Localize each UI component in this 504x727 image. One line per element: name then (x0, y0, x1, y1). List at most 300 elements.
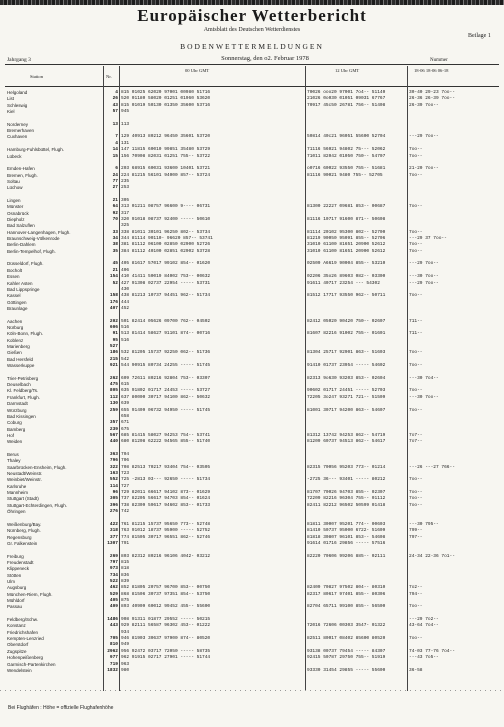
station-name: Norderney (7, 121, 29, 127)
obs-00utc: 405 81617 57017 99102 854-- 01620 (121, 261, 211, 267)
station-number: 15 (112, 153, 118, 159)
table-row (0, 535, 504, 540)
table-row (0, 128, 504, 133)
station-name: Kassel (7, 293, 21, 299)
table-row (0, 560, 504, 565)
obs-00utc: 542 (121, 356, 130, 362)
obs-extra: 24-34 22-36 7o1-- (409, 553, 455, 559)
table-row (0, 287, 504, 292)
obs-extra: 43-64 7o4-- (409, 623, 439, 629)
obs-12utc: o0716 60022 93550 755-- 51681 (307, 166, 386, 172)
station-name: Neustadt/Weinstr. (7, 471, 43, 476)
obs-extra: ---29 7oo-- (409, 134, 439, 140)
obs-00utc: 761 81215 15737 95650 773-- 52748 (121, 521, 211, 527)
obs-00utc: 727 (121, 483, 130, 489)
station-name: Trier-Petrisberg (7, 375, 39, 381)
obs-extra: 797-- (409, 534, 423, 540)
obs-00utc: 839 (121, 578, 130, 584)
station-number: 719 (109, 661, 118, 667)
station-number: 567 (109, 432, 118, 438)
obs-12utc: 81209 60737 94513 862-- 54617 (307, 439, 386, 445)
table-row (0, 154, 504, 159)
obs-extra: ---29 7o2-- (409, 617, 439, 623)
obs-12utc: 02206 35o26 89603 082-- 03300 (307, 274, 386, 280)
obs-00utc: 444 (121, 299, 130, 305)
jahrgang-label: Jahrgang 3 (7, 57, 31, 63)
page-subtitle: Amtsblatt des Deutschen Wetterdienstes (203, 27, 301, 33)
obs-00utc: 452 (121, 305, 130, 311)
table-row (0, 96, 504, 101)
station-number: 6 (115, 166, 118, 172)
station-name: Köln-Bonn, Flugh. (7, 331, 44, 337)
table-row (0, 185, 504, 190)
obs-00utc: 658 (121, 413, 130, 419)
station-number: 322 (109, 464, 118, 470)
station-name: Öhringen (7, 509, 26, 515)
station-number: 606 (109, 324, 118, 330)
station-name: Helgoland (7, 90, 28, 95)
station-number: 1307 (107, 540, 118, 546)
station-number: 21 (112, 267, 118, 273)
obs-00utc: 320 91018 08737 92400 ----- 50610 (121, 217, 211, 222)
station-number: 921 (109, 363, 118, 369)
station-name: List (7, 96, 15, 102)
obs-extra: 711-- (409, 331, 423, 337)
obs-extra: ---30 7o4-- (409, 375, 439, 381)
station-number: 96 (112, 490, 118, 496)
station-number: 973 (109, 566, 118, 572)
station-name: Aachen (7, 318, 23, 324)
obs-00utc: 501 82414 05626 09700 762-- 04502 (121, 318, 211, 324)
obs-12utc: 70026 ooo20 97001 7o4-- 51140 (307, 90, 386, 95)
station-number: 186 (109, 350, 118, 356)
obs-00utc: 708 82513 70217 93404 754-- 03505 (121, 464, 211, 470)
table-row (0, 192, 504, 197)
station-name: Ulm (7, 578, 15, 584)
obs-00utc: 774 81505 30717 96551 862-- 52746 (121, 534, 211, 540)
station-name: Weinbiet/Weinstr. (7, 477, 42, 483)
station-number: 552 (109, 477, 118, 483)
station-number: 527 (109, 344, 118, 349)
obs-extra: 7o2-- (409, 585, 423, 591)
station-name: Feldberg/Schw. (7, 617, 39, 623)
obs-00utc: 639 (121, 401, 130, 407)
obs-00utc: 704 (121, 451, 130, 457)
station-number: 92 (112, 210, 118, 216)
table-row (0, 249, 504, 254)
station-number: 13 (112, 121, 118, 127)
table-row (0, 217, 504, 222)
obs-00utc: 544 90915 80734 24255 ----- 51745 (121, 363, 211, 369)
station-name: Essen (7, 274, 20, 280)
station-name: Kahler Asten (7, 280, 33, 286)
table-row (0, 662, 504, 667)
station-number: 796 (109, 458, 118, 464)
obs-12utc: 81116 10717 91600 871-- 50608 (307, 217, 386, 222)
station-name: Gießen (7, 350, 22, 356)
table-row (0, 325, 504, 330)
obs-12utc: 50814 40c21 96051 55600 52704 (307, 134, 386, 140)
table-row (0, 655, 504, 660)
station-number: 21 (112, 197, 118, 203)
obs-00utc: 637 80000 30717 94100 862-- 50632 (121, 394, 211, 400)
station-name: Wendelstein (7, 667, 32, 673)
station-number: 422 (109, 521, 118, 527)
obs-12utc: 82412 05020 90420 750-- 02607 (307, 318, 386, 324)
obs-12utc: 02509 A6619 90004 855-- 53210 (307, 261, 386, 267)
obs-00utc: 313 01211 08757 96600 9---- 06731 (121, 204, 211, 210)
obs-extra: ---26 ---27 766-- (409, 464, 455, 470)
obs-extra: 7oo-- (409, 229, 423, 235)
obs-00utc: 381 81112 06100 02850 02900 52726 (121, 242, 211, 248)
obs-00utc: 430 (121, 286, 130, 292)
table-row (0, 103, 504, 108)
obs-00utc: 203 68915 60031 93600 10401 53721 (121, 166, 211, 172)
table-row (0, 388, 504, 393)
obs-12utc: 82511 80017 08402 85600 80520 (307, 636, 386, 642)
table-row (0, 401, 504, 406)
header-rule-bottom (5, 86, 499, 87)
obs-12utc: 81707 70026 94703 855-- 02307 (307, 490, 386, 496)
station-number: 91 (112, 331, 118, 337)
obs-12utc: 82411 82212 96502 50599 01418 (307, 502, 386, 508)
obs-12utc: 81818 30807 96101 853-- 54608 (307, 534, 386, 540)
table-row (0, 166, 504, 171)
station-name: Bad Lippspringe (7, 286, 40, 292)
table-row (0, 465, 504, 470)
station-number: 114 (109, 483, 118, 489)
page-title: Europäischer Wetterbericht (137, 6, 367, 25)
obs-12utc: 82704 65711 99100 855-- 56500 (307, 604, 386, 610)
station-name: Freudenstadt (7, 559, 34, 565)
station-number: 176 (109, 299, 118, 305)
obs-00utc: 945 (121, 109, 130, 115)
extra-column-header: 18-06 18-06 06-18 (414, 68, 449, 73)
obs-12utc: 71011 82042 01050 750-- 54707 (307, 153, 386, 159)
obs-extra: 7oo-- (409, 350, 423, 356)
table-row (0, 515, 504, 520)
obs-12utc: 81512 17717 93550 962-- 50711 (307, 293, 386, 299)
station-number: 705 (109, 636, 118, 642)
obs-00utc: 671 (121, 420, 130, 426)
table-row (0, 331, 504, 336)
obs-12utc: 31010 61100 81651 20900 52612 (307, 242, 386, 248)
station-name: Cuxhaven (7, 134, 28, 140)
obs-extra: 7oo-- (409, 604, 423, 610)
obs-12utc: 81219 90050 95091 855-- 52706 (307, 236, 386, 242)
utc00-column-header: 00 Uhr GMT (185, 68, 210, 73)
table-row (0, 109, 504, 114)
station-number: 262 (109, 375, 118, 381)
station-name: Regensburg (7, 534, 32, 540)
obs-00utc: 875 (121, 598, 130, 603)
obs-00utc: 742 (121, 509, 130, 515)
obs-extra: 7oo-- (409, 388, 423, 394)
obs-extra: 7o7-- (409, 439, 423, 445)
station-number: 34 (112, 236, 118, 242)
obs-00utc: 635 91802 01717 24453 ----- 53727 (121, 388, 211, 394)
station-number: 202 (109, 318, 118, 324)
station-name: Münster (7, 204, 24, 210)
station-name: Marienberg (7, 344, 30, 349)
table-row (0, 122, 504, 127)
obs-00utc: 156 70908 82031 01251 755-- 53722 (121, 153, 211, 159)
obs-00utc: 791 (121, 540, 130, 546)
obs-00utc: 253 (121, 185, 130, 191)
station-name: Garmisch-Partenkirchen (7, 661, 56, 667)
station-name: Augsburg (7, 585, 27, 591)
station-name: Hannover-Langenhagen, Flugh. (7, 229, 71, 235)
obs-12utc: 91614 01716 29856 ----- 57516 (307, 540, 386, 546)
station-number: 462 (109, 585, 118, 591)
table-row (0, 636, 504, 641)
table-row (0, 541, 504, 546)
station-name: Mühldorf (7, 598, 25, 603)
obs-00utc: 406 (121, 267, 130, 273)
table-row (0, 223, 504, 228)
station-number: 14 (112, 147, 118, 153)
header-rule-top (5, 64, 499, 65)
station-name: Bocholt (7, 267, 23, 273)
station-name: Mannheim (7, 490, 29, 496)
station-number: 70 (112, 217, 118, 222)
obs-00utc: 815 01025 62020 97001 00980 51716 (121, 90, 211, 95)
top-band (0, 0, 504, 5)
obs-extra: 7oo-- (409, 242, 423, 248)
station-number: 112 (109, 394, 118, 400)
table-row (0, 522, 504, 527)
obs-00utc: 344 81114 90110- 96620 857-- 53741 (121, 236, 213, 242)
obs-extra: 36-58 (409, 667, 423, 673)
obs-12utc: 31010 61100 81651 20900 52612 (307, 248, 386, 254)
obs-12utc: -2725 36--- 93401 ----- 80212 (307, 477, 386, 483)
table-row (0, 490, 504, 495)
station-name: Darmstadt (7, 401, 28, 407)
station-name: Lüchow (7, 185, 23, 191)
obs-00utc: 305 (121, 197, 130, 203)
station-name: Karlsruhe (7, 483, 27, 489)
station-name: Emden-Hafen (7, 166, 35, 172)
obs-extra: 74-03 77-76 7o4-- (409, 648, 455, 654)
table-row (0, 598, 504, 603)
obs-00utc: 338 81011 30101 96250 802-- 53734 (121, 229, 211, 235)
utc12-column-header: 12 Uhr GMT (335, 68, 360, 73)
obs-12utc: 21026 0o030 01051 09031 67767 (307, 96, 386, 102)
obs-extra: ---30 7oo-- (409, 394, 439, 400)
station-number: 269 (109, 553, 118, 559)
table-row (0, 547, 504, 552)
obs-extra: 7oo-- (409, 248, 423, 254)
obs-12utc: 91611 40717 23254 --- 54302 (307, 280, 380, 286)
station-name: Bad Hersfeld (7, 356, 34, 362)
station-name: Oberstdorf (7, 642, 29, 648)
station-number: 38 (112, 242, 118, 248)
table-row (0, 293, 504, 298)
table-row (0, 369, 504, 374)
station-number: 26 (112, 96, 118, 102)
station-number: 1832 (107, 667, 118, 673)
obs-00utc: 325 (121, 223, 130, 229)
station-number: 1486 (107, 617, 118, 623)
table-row (0, 623, 504, 628)
obs-00utc: 147 11815 60010 99851 35480 53729 (121, 147, 211, 153)
table-row (0, 554, 504, 559)
table-row (0, 668, 504, 673)
table-row (0, 363, 504, 368)
obs-00utc: 836 (121, 572, 130, 578)
table-row (0, 427, 504, 432)
station-number: 305 (109, 496, 118, 502)
obs-12utc: 81811 30007 95201 774-- 00603 (307, 521, 386, 527)
table-row (0, 458, 504, 463)
station-name: Coburg (7, 420, 22, 426)
table-row (0, 382, 504, 387)
station-name: Stuttgart (Stadt) (7, 496, 39, 502)
table-row (0, 566, 504, 571)
obs-extra: 799-- (409, 528, 423, 534)
obs-extra: 7oo-- (409, 172, 423, 178)
table-row (0, 528, 504, 533)
obs-extra: 7oo-- (409, 153, 423, 159)
station-name: Bamberg (7, 426, 26, 432)
station-number: 443 (109, 623, 118, 629)
station-name: Nürburg (7, 324, 24, 330)
station-name: Nürnberg, Flugh. (7, 528, 41, 534)
station-number: 407 (109, 305, 118, 311)
table-row (0, 414, 504, 419)
station-number: 45 (112, 261, 118, 267)
station-number: 33 (112, 229, 118, 235)
obs-00utc: 893 40909 60012 99452 455-- 55600 (121, 604, 211, 610)
station-number: 215 (109, 356, 118, 362)
table-row (0, 141, 504, 146)
obs-extra: 7oo-- (409, 496, 423, 502)
obs-00utc: 235 (121, 178, 130, 184)
obs-00utc: 725 -2813 03--- 92650 ----- 51734 (121, 477, 211, 483)
station-name: Gr. Falkenstein (7, 540, 38, 546)
station-number: 797 (109, 559, 118, 565)
table-row (0, 198, 504, 203)
station-number: 4 (115, 140, 118, 146)
table-row (0, 484, 504, 489)
table-row (0, 90, 504, 95)
station-number: 2962 (107, 648, 118, 654)
station-name: Berlin-Tempelhof, Flugh. (7, 248, 56, 254)
table-row (0, 306, 504, 311)
table-row (0, 173, 504, 178)
station-name: Wasserkuppe (7, 363, 35, 369)
station-name: Berlin-Dahlem (7, 242, 36, 248)
station-number: 318 (109, 528, 118, 534)
table-row (0, 255, 504, 260)
table-row (0, 376, 504, 381)
station-number: 357 (109, 420, 118, 426)
obs-00utc: 803 82312 80216 96106 4042- 03212 (121, 553, 211, 559)
table-row (0, 204, 504, 209)
station-number: 163 (109, 471, 118, 476)
obs-00utc: 723 (121, 471, 130, 476)
table-row (0, 452, 504, 457)
station-column-header: Station (30, 74, 44, 79)
station-number: 363 (109, 451, 118, 457)
table-row (0, 344, 504, 349)
station-name: Konstanz (7, 623, 26, 629)
station-number: 276 (109, 509, 118, 515)
obs-00utc: 655 91409 06732 94950 ----- 51745 (121, 407, 211, 413)
obs-00utc: 384 81112 40100 02851 02902 53728 (121, 248, 211, 254)
station-number: 734 (109, 572, 118, 578)
table-row (0, 261, 504, 266)
obs-extra: 30-40 29-23 7oo-- (409, 90, 455, 95)
obs-00utc: 962 91915 02717 27901 ----- 51744 (121, 655, 211, 661)
table-row (0, 611, 504, 616)
obs-extra: 21-20 7oo-- (409, 166, 439, 172)
obs-12utc: 90602 01717 24451 ----- 52703 (307, 388, 386, 394)
obs-12utc: 81116 90021 9480 755-- 52705 (307, 172, 383, 178)
table-row (0, 509, 504, 514)
obs-00utc: 438 81213 10737 94451 962-- 51734 (121, 293, 211, 299)
obs-extra: 7o7-- (409, 432, 423, 438)
table-row (0, 179, 504, 184)
obs-00utc: 317 (121, 210, 130, 216)
obs-12utc: 81312 13742 94253 862-- 54719 (307, 432, 386, 438)
obs-extra: ---29 7oo-- (409, 280, 439, 286)
table-row (0, 471, 504, 476)
obs-00utc: 818 (121, 566, 130, 572)
obs-00utc: 520 01180 58020 01251 01960 53620 (121, 96, 211, 102)
station-name: Braunlage (7, 305, 28, 311)
station-name: Bremen, Flugh. (7, 172, 38, 178)
obs-00utc: 513 81414 58627 91101 874-- 00716 (121, 331, 211, 337)
obs-extra: 7oo-- (409, 502, 423, 508)
table-row (0, 642, 504, 647)
obs-00utc: 934 (121, 629, 130, 635)
obs-extra: ---30 7oo-- (409, 274, 439, 280)
obs-00utc: 516 (121, 324, 130, 330)
station-number: 440 (109, 439, 118, 445)
table-row (0, 281, 504, 286)
obs-00utc: 113 (121, 121, 130, 127)
obs-00utc: 908 91311 01877 29552 ----- 50215 (121, 617, 211, 623)
obs-12utc: 72205 3o247 93271 721-- 51509 (307, 394, 386, 400)
station-name: Zugspitze (7, 648, 27, 654)
station-name: Lingen (7, 197, 21, 203)
obs-12utc: 81410 50737 95000 6722- 51609 (307, 528, 386, 534)
station-name: Hof (7, 432, 15, 438)
obs-00utc: 706 (121, 458, 130, 464)
station-name: Hohenpeißenberg (7, 655, 44, 661)
obs-00utc: 963 (121, 661, 130, 667)
station-number: 27 (112, 185, 118, 191)
obs-00utc: 410 41411 50019 84002 753-- 00632 (121, 274, 211, 280)
station-number: 57 (112, 109, 118, 115)
obs-00utc: 738 82309 59617 94602 853-- 01733 (121, 502, 211, 508)
station-name: Frankfurt, Flugh. (7, 394, 41, 400)
obs-12utc: 82220 70606 99206 885-- 02111 (307, 553, 386, 559)
nr-column-header: Nr. (106, 74, 112, 79)
station-number: 522 (109, 578, 118, 584)
station-number: 64 (112, 204, 118, 210)
station-name: Stötten (7, 572, 22, 578)
station-number: 810 (109, 642, 118, 648)
table-row (0, 357, 504, 362)
station-number: 239 (109, 426, 118, 432)
table-row (0, 420, 504, 425)
obs-00utc: 946 81903 30637 97900 874-- 80520 (121, 636, 211, 642)
nummer-label: Nummer (430, 58, 448, 63)
station-number: 52 (112, 280, 118, 286)
obs-12utc: 70917 45c50 26781 756-- 51408 (307, 102, 386, 108)
